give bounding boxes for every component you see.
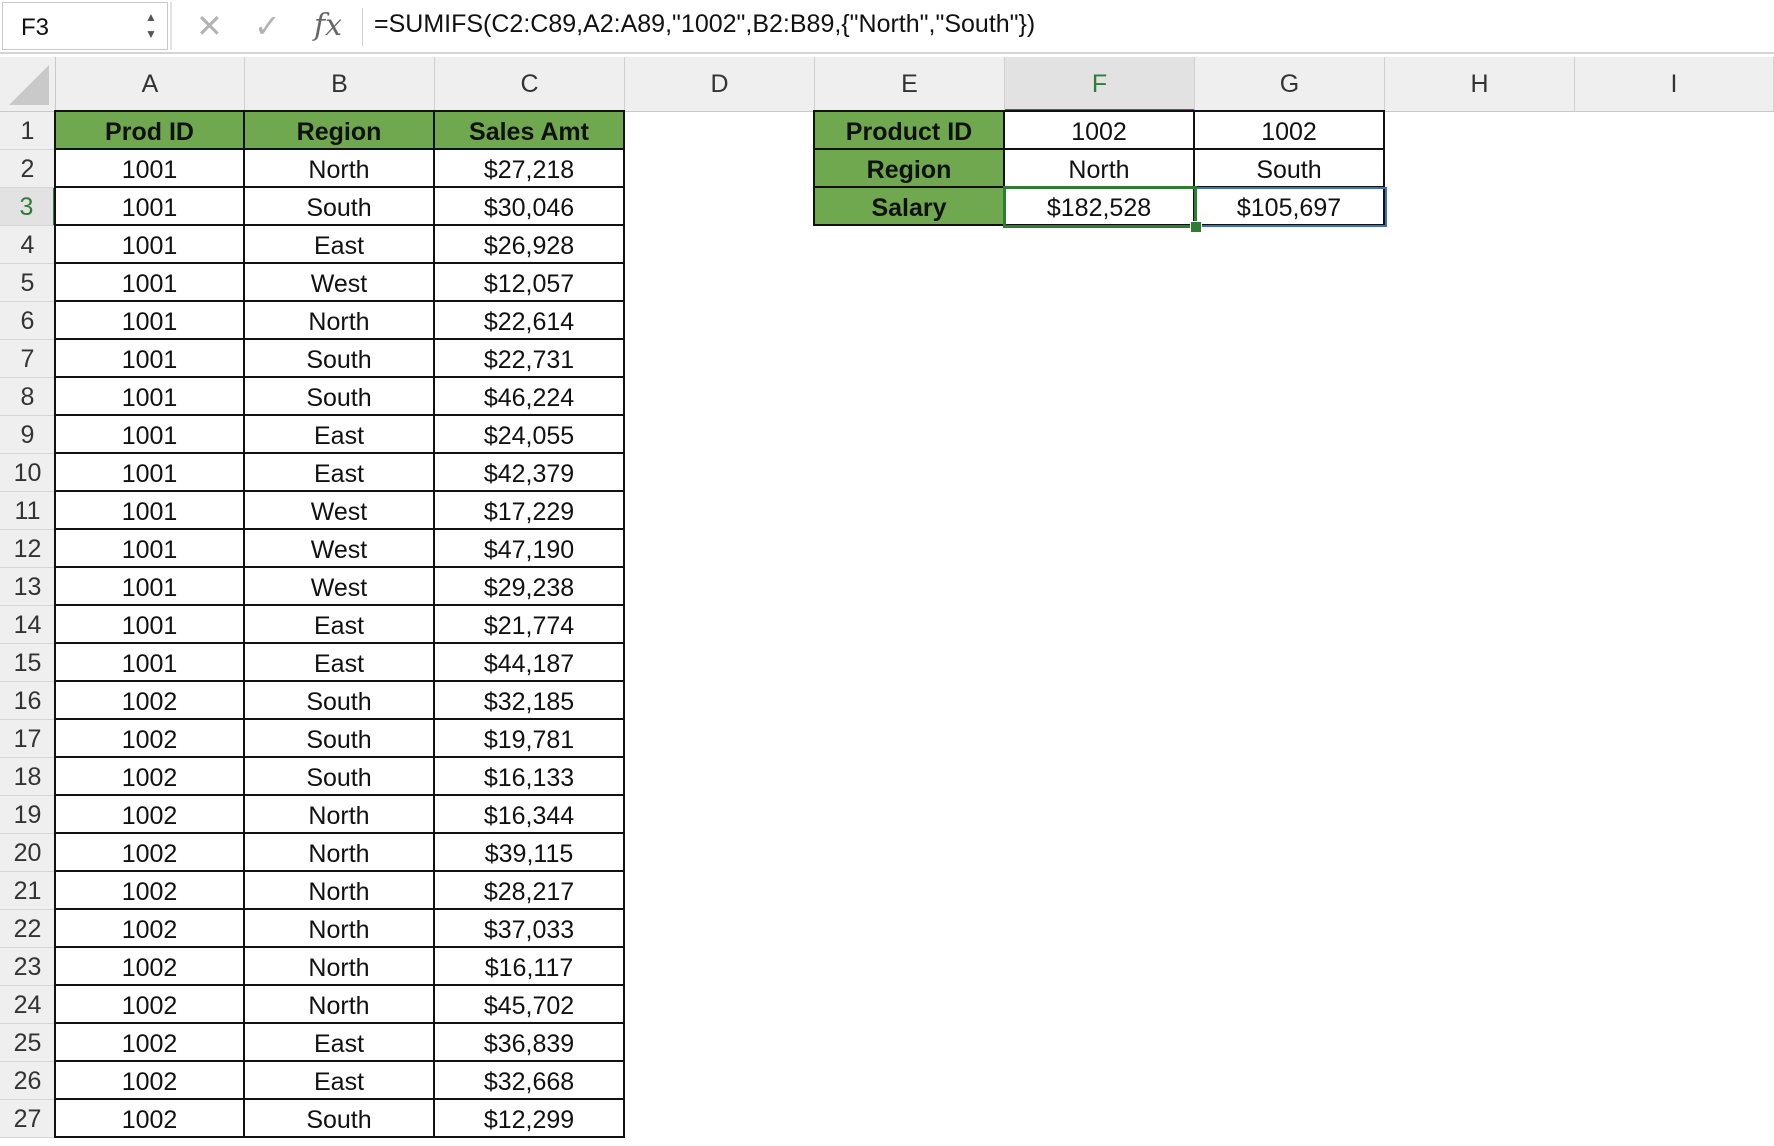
table-cell[interactable]: East — [245, 1024, 435, 1062]
row-header-1[interactable]: 1 — [0, 112, 56, 150]
row-header-23[interactable]: 23 — [0, 948, 56, 986]
table-cell[interactable]: East — [245, 454, 435, 492]
row-header-2[interactable]: 2 — [0, 150, 56, 188]
column-header-e[interactable]: E — [815, 57, 1005, 112]
table-cell[interactable]: North — [245, 872, 435, 910]
row-header-20[interactable]: 20 — [0, 834, 56, 872]
table-cell[interactable]: $44,187 — [435, 644, 625, 682]
row-header-6[interactable]: 6 — [0, 302, 56, 340]
table-cell[interactable]: 1001 — [54, 644, 245, 682]
row-header-16[interactable]: 16 — [0, 682, 56, 720]
table-cell[interactable]: $37,033 — [435, 910, 625, 948]
summary-value-cell[interactable]: $105,697 — [1195, 188, 1385, 226]
table-cell[interactable]: 1001 — [54, 226, 245, 264]
row-header-25[interactable]: 25 — [0, 1024, 56, 1062]
column-header-i[interactable]: I — [1575, 57, 1774, 112]
column-header-a[interactable]: A — [56, 57, 245, 112]
summary-value-cell[interactable]: 1002 — [1195, 110, 1385, 150]
table-header-cell[interactable]: Sales Amt — [435, 110, 625, 150]
formula-input[interactable]: =SUMIFS(C2:C89,A2:A89,"1002",B2:B89,{"North","South"}) — [374, 10, 1036, 38]
table-cell[interactable]: 1002 — [54, 682, 245, 720]
table-cell[interactable]: 1002 — [54, 948, 245, 986]
row-header-12[interactable]: 12 — [0, 530, 56, 568]
table-cell[interactable]: $30,046 — [435, 188, 625, 226]
table-cell[interactable]: West — [245, 492, 435, 530]
table-cell[interactable]: 1001 — [54, 530, 245, 568]
table-cell[interactable]: East — [245, 226, 435, 264]
column-header-h[interactable]: H — [1385, 57, 1575, 112]
summary-value-cell[interactable]: South — [1195, 150, 1385, 188]
table-cell[interactable]: North — [245, 986, 435, 1024]
table-cell[interactable]: South — [245, 682, 435, 720]
table-cell[interactable]: $42,379 — [435, 454, 625, 492]
row-header-27[interactable]: 27 — [0, 1100, 56, 1138]
fx-icon[interactable]: fx — [314, 8, 343, 43]
table-cell[interactable]: $17,229 — [435, 492, 625, 530]
table-cell[interactable]: $24,055 — [435, 416, 625, 454]
select-all-corner[interactable] — [0, 57, 56, 112]
table-cell[interactable]: 1002 — [54, 758, 245, 796]
table-cell[interactable]: $12,057 — [435, 264, 625, 302]
table-cell[interactable]: 1002 — [54, 910, 245, 948]
table-cell[interactable]: West — [245, 264, 435, 302]
summary-label-cell[interactable]: Product ID — [813, 110, 1005, 150]
table-cell[interactable]: $26,928 — [435, 226, 625, 264]
table-cell[interactable]: $27,218 — [435, 150, 625, 188]
row-header-21[interactable]: 21 — [0, 872, 56, 910]
table-cell[interactable]: North — [245, 834, 435, 872]
row-header-9[interactable]: 9 — [0, 416, 56, 454]
table-cell[interactable]: North — [245, 150, 435, 188]
table-cell[interactable]: 1001 — [54, 302, 245, 340]
summary-label-cell[interactable]: Salary — [813, 188, 1005, 226]
row-header-11[interactable]: 11 — [0, 492, 56, 530]
row-header-26[interactable]: 26 — [0, 1062, 56, 1100]
table-cell[interactable]: $46,224 — [435, 378, 625, 416]
select-all-triangle-icon — [9, 65, 49, 105]
column-header-f[interactable]: F — [1005, 57, 1195, 112]
row-header-14[interactable]: 14 — [0, 606, 56, 644]
table-cell[interactable]: $21,774 — [435, 606, 625, 644]
table-cell[interactable]: 1001 — [54, 378, 245, 416]
table-cell[interactable]: East — [245, 1062, 435, 1100]
confirm-icon[interactable]: ✓ — [254, 8, 281, 44]
summary-value-cell[interactable]: 1002 — [1005, 110, 1195, 150]
table-cell[interactable]: $16,344 — [435, 796, 625, 834]
table-cell[interactable]: $47,190 — [435, 530, 625, 568]
table-cell[interactable]: South — [245, 340, 435, 378]
row-header-7[interactable]: 7 — [0, 340, 56, 378]
row-header-10[interactable]: 10 — [0, 454, 56, 492]
table-cell[interactable]: $39,115 — [435, 834, 625, 872]
summary-value-cell[interactable]: North — [1005, 150, 1195, 188]
formula-bar — [0, 0, 1774, 54]
table-cell[interactable]: 1002 — [54, 872, 245, 910]
table-header-cell[interactable]: Prod ID — [54, 110, 245, 150]
spreadsheet-grid[interactable] — [0, 57, 1774, 1146]
table-cell[interactable]: 1001 — [54, 416, 245, 454]
name-box-value: F3 — [21, 14, 50, 41]
table-cell[interactable]: 1001 — [54, 568, 245, 606]
table-cell[interactable]: North — [245, 302, 435, 340]
name-box-stepper-icon[interactable]: ▲ ▼ — [145, 10, 157, 41]
table-cell[interactable]: 1001 — [54, 264, 245, 302]
formula-bar-separator — [362, 8, 363, 46]
fill-handle[interactable] — [1190, 221, 1202, 233]
row-header-22[interactable]: 22 — [0, 910, 56, 948]
table-cell[interactable]: West — [245, 530, 435, 568]
row-header-15[interactable]: 15 — [0, 644, 56, 682]
table-cell[interactable]: $36,839 — [435, 1024, 625, 1062]
table-header-cell[interactable]: Region — [245, 110, 435, 150]
table-cell[interactable]: 1001 — [54, 606, 245, 644]
table-cell[interactable]: 1001 — [54, 188, 245, 226]
table-cell[interactable]: South — [245, 758, 435, 796]
row-header-19[interactable]: 19 — [0, 796, 56, 834]
row-header-5[interactable]: 5 — [0, 264, 56, 302]
column-header-g[interactable]: G — [1195, 57, 1385, 112]
table-cell[interactable]: $16,133 — [435, 758, 625, 796]
table-cell[interactable]: South — [245, 188, 435, 226]
row-header-18[interactable]: 18 — [0, 758, 56, 796]
table-cell[interactable]: $32,668 — [435, 1062, 625, 1100]
table-cell[interactable]: 1001 — [54, 340, 245, 378]
row-header-17[interactable]: 17 — [0, 720, 56, 758]
table-cell[interactable]: 1002 — [54, 1024, 245, 1062]
cancel-icon[interactable]: ✕ — [196, 8, 223, 44]
row-header-13[interactable]: 13 — [0, 568, 56, 606]
column-header-d[interactable]: D — [625, 57, 815, 112]
table-cell[interactable]: $22,731 — [435, 340, 625, 378]
table-cell[interactable]: 1001 — [54, 454, 245, 492]
table-cell[interactable]: 1002 — [54, 796, 245, 834]
name-box[interactable] — [2, 2, 168, 50]
table-cell[interactable]: $22,614 — [435, 302, 625, 340]
table-cell[interactable]: 1002 — [54, 1062, 245, 1100]
summary-value-cell[interactable]: $182,528 — [1005, 188, 1195, 226]
summary-label-cell[interactable]: Region — [813, 150, 1005, 188]
column-header-b[interactable]: B — [245, 57, 435, 112]
table-cell[interactable]: East — [245, 416, 435, 454]
table-cell[interactable]: 1002 — [54, 834, 245, 872]
table-cell[interactable]: 1001 — [54, 492, 245, 530]
table-cell[interactable]: North — [245, 910, 435, 948]
table-cell[interactable]: North — [245, 796, 435, 834]
table-cell[interactable]: South — [245, 1100, 435, 1138]
table-cell[interactable]: $28,217 — [435, 872, 625, 910]
table-cell[interactable]: 1002 — [54, 1100, 245, 1138]
table-cell[interactable]: 1002 — [54, 720, 245, 758]
formula-bar-divider — [170, 2, 172, 50]
table-cell[interactable]: 1002 — [54, 986, 245, 1024]
column-header-c[interactable]: C — [435, 57, 625, 112]
table-cell[interactable]: $32,185 — [435, 682, 625, 720]
table-cell[interactable]: $45,702 — [435, 986, 625, 1024]
table-cell[interactable]: West — [245, 568, 435, 606]
table-cell[interactable]: East — [245, 644, 435, 682]
table-cell[interactable]: South — [245, 720, 435, 758]
row-header-3[interactable]: 3 — [0, 188, 56, 226]
row-header-8[interactable]: 8 — [0, 378, 56, 416]
table-cell[interactable]: East — [245, 606, 435, 644]
table-cell[interactable]: $12,299 — [435, 1100, 625, 1138]
row-header-4[interactable]: 4 — [0, 226, 56, 264]
table-cell[interactable]: 1001 — [54, 150, 245, 188]
table-cell[interactable]: South — [245, 378, 435, 416]
table-cell[interactable]: North — [245, 948, 435, 986]
table-cell[interactable]: $19,781 — [435, 720, 625, 758]
table-cell[interactable]: $29,238 — [435, 568, 625, 606]
row-header-24[interactable]: 24 — [0, 986, 56, 1024]
table-cell[interactable]: $16,117 — [435, 948, 625, 986]
